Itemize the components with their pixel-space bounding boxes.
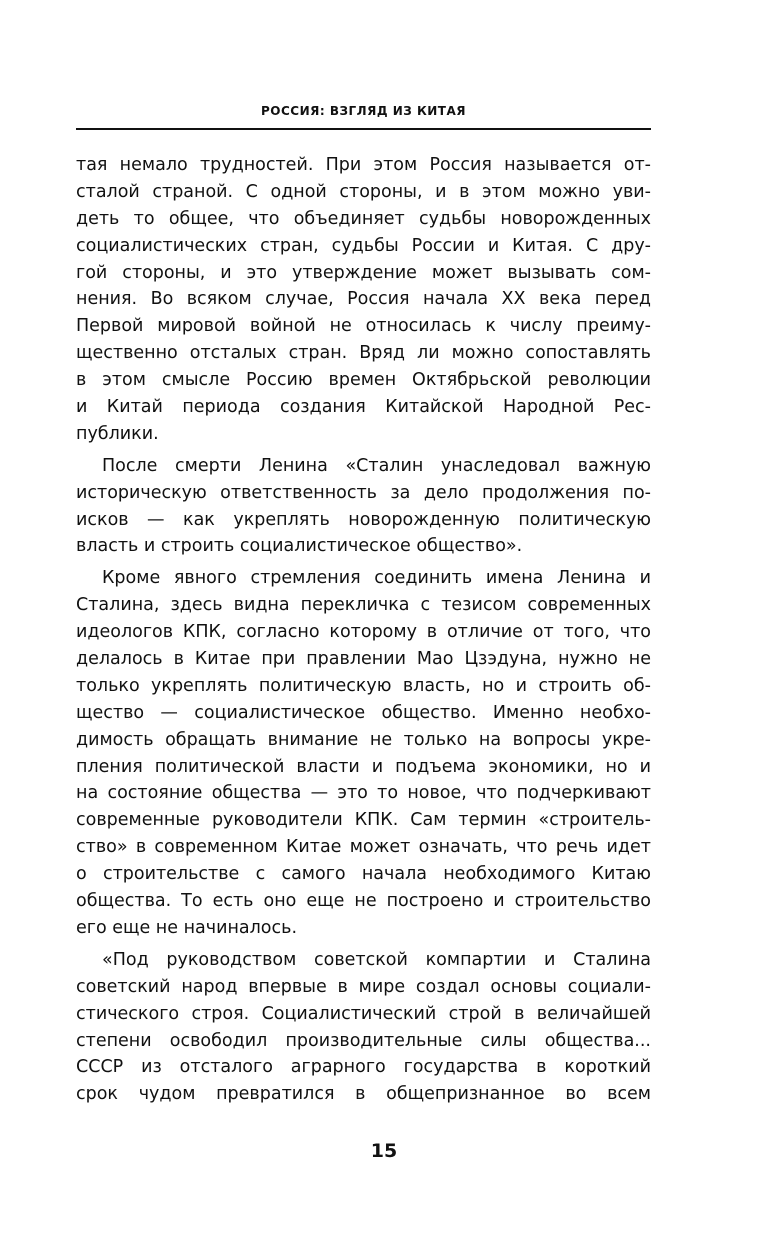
text-line: общества. То есть оно еще не построено и строительство: [76, 891, 651, 912]
text-line: сталой страной. С одной стороны, и в этом можно уви-: [76, 181, 651, 202]
text-line: его еще не начиналось.: [76, 917, 298, 938]
text-line: только укреплять политическую власть, но и строить об-: [76, 675, 651, 696]
text-line: щество — социалистическое общество. Именно необхо-: [76, 702, 651, 723]
text-line: «Под руководством советской компартии и Сталина: [102, 949, 651, 970]
body-text: [76, 152, 651, 1108]
text-line: щественно отсталых стран. Вряд ли можно сопоставлять: [76, 343, 651, 364]
text-line: в этом смысле Россию времен Октябрьской революции: [76, 370, 651, 391]
text-line: гой стороны, и это утверждение может вызывать сом-: [76, 262, 651, 283]
text-line: Кроме явного стремления соединить имена Ленина и: [102, 568, 651, 589]
text-line: на состояние общества — это то новое, что подчеркивают: [76, 783, 651, 804]
text-line: пления политической власти и подъема экономики, но и: [76, 756, 651, 777]
text-line: стического строя. Социалистический строй в величайшей: [76, 1003, 651, 1024]
text-line: власть и строить социалистическое общество».: [76, 536, 523, 557]
text-line: публики.: [76, 423, 159, 444]
text-line: делалось в Китае при правлении Мао Цзэдуна, нужно не: [76, 649, 651, 670]
text-line: социалистических стран, судьбы России и Китая. С дру-: [76, 235, 651, 256]
text-line: историческую ответственность за дело продолжения по-: [76, 482, 651, 503]
header-rule: [76, 128, 651, 130]
text-line: После смерти Ленина «Сталин унаследовал важную: [102, 455, 651, 476]
text-line: Первой мировой войной не относилась к числу преиму-: [76, 316, 651, 337]
text-line: срок чудом превратился в общепризнанное во всем: [76, 1084, 651, 1105]
text-line: исков — как укреплять новорожденную политическую: [76, 509, 651, 530]
text-line: тая немало трудностей. При этом Россия называется от-: [76, 155, 651, 175]
text-line: СССР из отсталого аграрного государства в короткий: [76, 1057, 651, 1078]
page-number: 15: [370, 1140, 398, 1162]
text-line: деть то общее, что объединяет судьбы новорожденных: [76, 208, 651, 229]
text-line: степени освободил производительные силы общества...: [76, 1030, 651, 1051]
text-line: и Китай периода создания Китайской Народной Рес-: [76, 397, 651, 418]
text-line: нения. Во всяком случае, Россия начала XX века перед: [76, 289, 651, 310]
text-line: о строительстве с самого начала необходимого Китаю: [76, 864, 651, 885]
text-line: ство» в современном Китае может означать, что речь идет: [76, 837, 651, 858]
text-line: идеологов КПК, согласно которому в отличие от того, что: [76, 622, 651, 643]
running-head: РОССИЯ: ВЗГЛЯД ИЗ КИТАЯ: [260, 104, 467, 118]
text-line: советский народ впервые в мире создал основы социали-: [76, 976, 651, 997]
text-line: современные руководители КПК. Сам термин «строитель-: [76, 810, 651, 831]
text-line: Сталина, здесь видна перекличка с тезисом современных: [76, 595, 651, 616]
text-line: димость обращать внимание не только на вопросы укре-: [76, 729, 651, 750]
